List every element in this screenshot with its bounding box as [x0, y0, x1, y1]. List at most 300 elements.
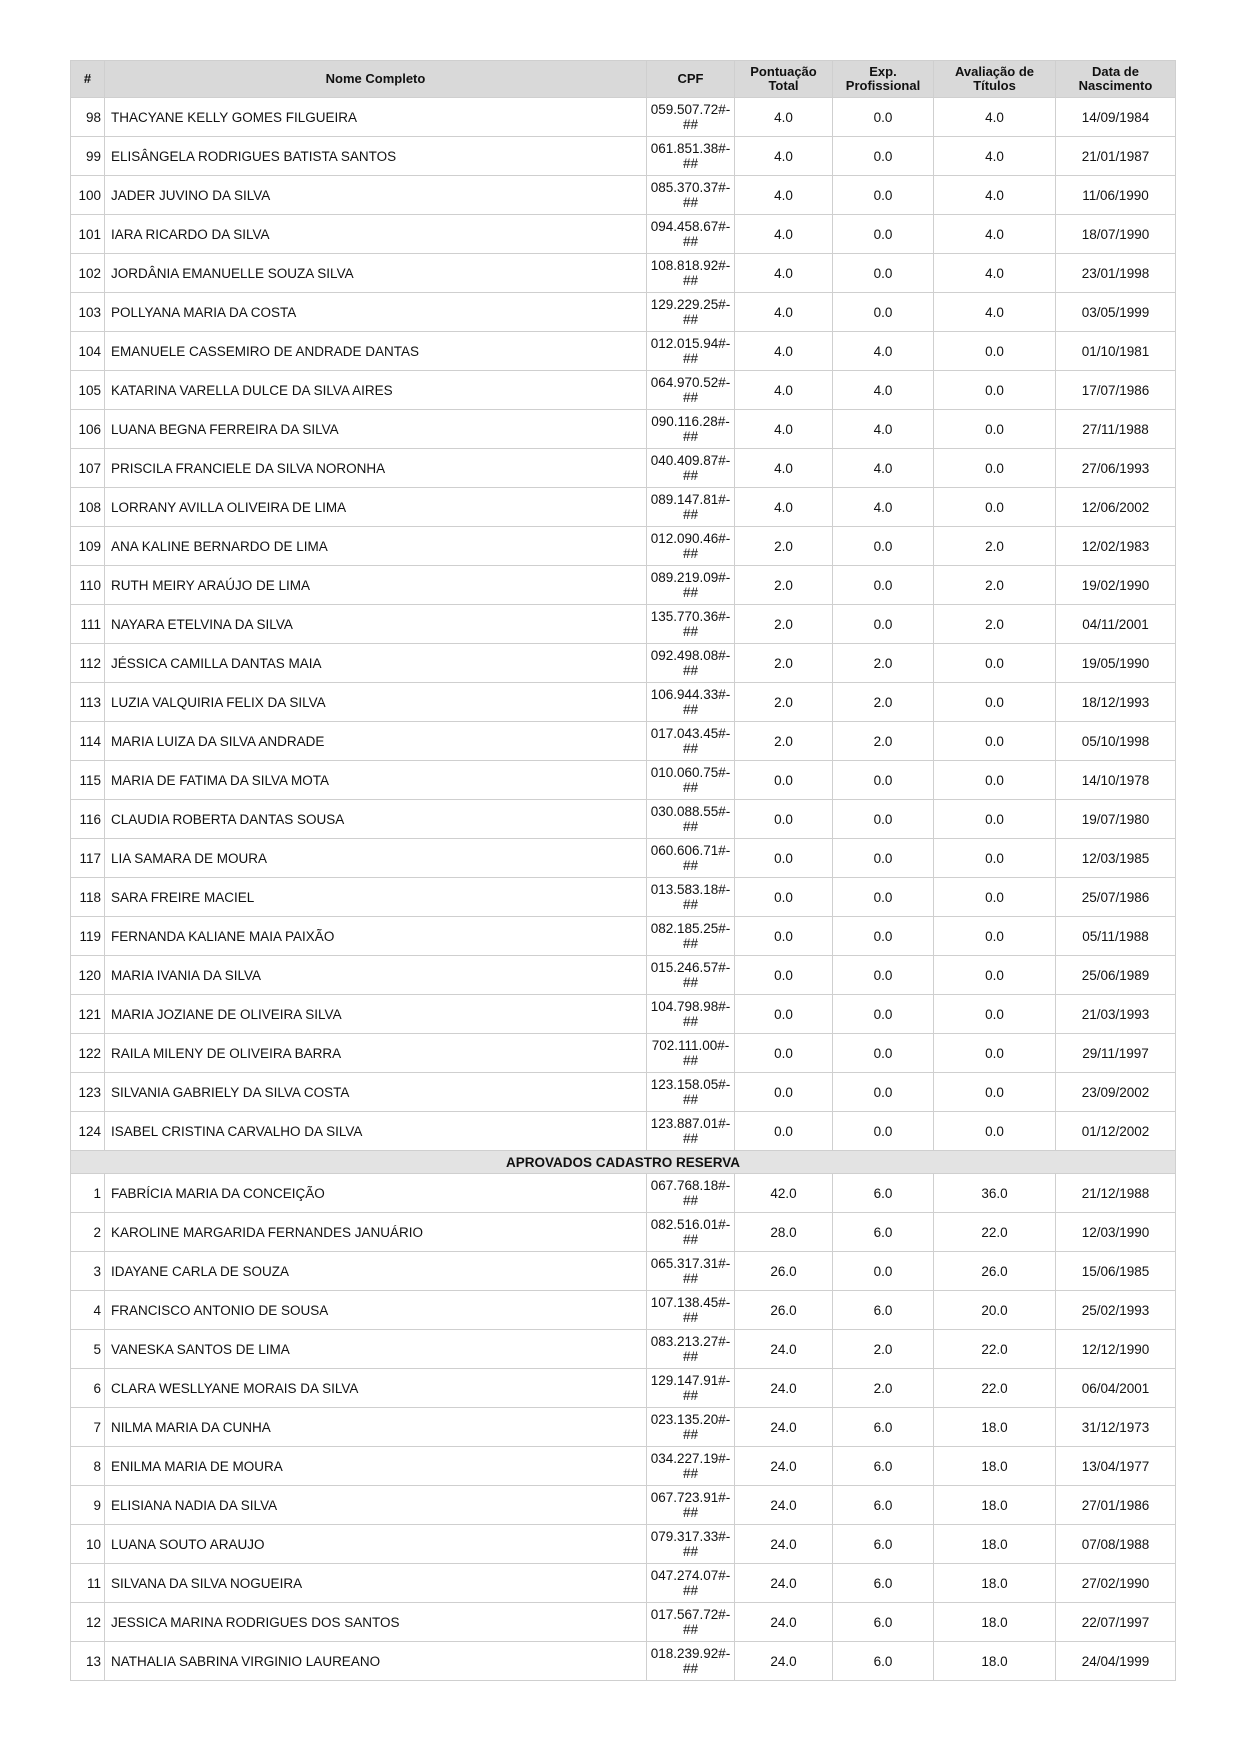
col-header-name: Nome Completo: [105, 61, 647, 98]
total-score: 4.0: [735, 176, 833, 215]
col-header-birth-date: Data de Nascimento: [1056, 61, 1176, 98]
cpf-value: 082.516.01#-: [650, 1217, 731, 1232]
birth-date: 21/03/1993: [1056, 995, 1176, 1034]
total-score: 24.0: [735, 1642, 833, 1681]
row-number: 110: [71, 566, 105, 605]
total-score: 4.0: [735, 449, 833, 488]
row-number: 111: [71, 605, 105, 644]
total-score: 4.0: [735, 410, 833, 449]
header-row: [71, 61, 1176, 98]
total-score: 4.0: [735, 254, 833, 293]
table-row: [71, 1073, 1176, 1112]
candidate-name: CLARA WESLLYANE MORAIS DA SILVA: [105, 1369, 647, 1408]
row-number: 5: [71, 1330, 105, 1369]
cpf-mask: ##: [682, 897, 699, 912]
cpf-value: 034.227.19#-: [650, 1451, 731, 1466]
row-number: 2: [71, 1213, 105, 1252]
cpf-value: 123.158.05#-: [650, 1077, 731, 1092]
cpf-cell: [647, 1112, 735, 1151]
cpf-mask: ##: [682, 1310, 699, 1325]
total-score: 4.0: [735, 215, 833, 254]
candidate-name: ELISÂNGELA RODRIGUES BATISTA SANTOS: [105, 137, 647, 176]
table-row: [71, 995, 1176, 1034]
row-number: 109: [71, 527, 105, 566]
candidate-name: CLAUDIA ROBERTA DANTAS SOUSA: [105, 800, 647, 839]
birth-date: 27/02/1990: [1056, 1564, 1176, 1603]
cpf-cell: [647, 995, 735, 1034]
candidate-name: IARA RICARDO DA SILVA: [105, 215, 647, 254]
cpf-mask: ##: [682, 1661, 699, 1676]
experience-score: 2.0: [833, 1369, 934, 1408]
total-score: 4.0: [735, 98, 833, 137]
cpf-cell: [647, 215, 735, 254]
candidate-name: JÉSSICA CAMILLA DANTAS MAIA: [105, 644, 647, 683]
experience-score: 0.0: [833, 176, 934, 215]
table-row: [71, 1447, 1176, 1486]
cpf-mask: ##: [682, 624, 699, 639]
table-row: [71, 761, 1176, 800]
total-score: 0.0: [735, 1073, 833, 1112]
experience-score: 4.0: [833, 449, 934, 488]
cpf-value: 702.111.00#-: [651, 1038, 730, 1053]
cpf-cell: [647, 98, 735, 137]
total-score: 2.0: [735, 644, 833, 683]
cpf-cell: [647, 176, 735, 215]
cpf-value: 104.798.98#-: [650, 999, 731, 1014]
titles-score: 0.0: [934, 917, 1056, 956]
cpf-cell: [647, 1252, 735, 1291]
birth-date: 03/05/1999: [1056, 293, 1176, 332]
birth-date: 04/11/2001: [1056, 605, 1176, 644]
cpf-mask: ##: [682, 780, 699, 795]
row-number: 114: [71, 722, 105, 761]
cpf-cell: [647, 137, 735, 176]
cpf-cell: [647, 254, 735, 293]
cpf-mask: ##: [682, 585, 699, 600]
cpf-cell: [647, 878, 735, 917]
experience-score: 2.0: [833, 722, 934, 761]
titles-score: 0.0: [934, 410, 1056, 449]
cpf-value: 040.409.87#-: [650, 453, 731, 468]
total-score: 24.0: [735, 1564, 833, 1603]
cpf-cell: [647, 1073, 735, 1112]
cpf-cell: [647, 1291, 735, 1330]
candidate-name: NATHALIA SABRINA VIRGINIO LAUREANO: [105, 1642, 647, 1681]
titles-score: 2.0: [934, 566, 1056, 605]
total-score: 4.0: [735, 488, 833, 527]
cpf-cell: [647, 722, 735, 761]
titles-score: 20.0: [934, 1291, 1056, 1330]
titles-score: 0.0: [934, 449, 1056, 488]
cpf-cell: [647, 293, 735, 332]
row-number: 117: [71, 839, 105, 878]
birth-date: 11/06/1990: [1056, 176, 1176, 215]
cpf-cell: [647, 839, 735, 878]
candidate-name: IDAYANE CARLA DE SOUZA: [105, 1252, 647, 1291]
table-row: [71, 605, 1176, 644]
row-number: 113: [71, 683, 105, 722]
col-header-titles: Avaliação de Títulos: [934, 61, 1056, 98]
titles-score: 4.0: [934, 176, 1056, 215]
cpf-mask: ##: [682, 390, 699, 405]
total-score: 26.0: [735, 1291, 833, 1330]
cpf-value: 064.970.52#-: [650, 375, 731, 390]
titles-score: 22.0: [934, 1213, 1056, 1252]
cpf-cell: [647, 1330, 735, 1369]
experience-score: 6.0: [833, 1564, 934, 1603]
cpf-mask: ##: [682, 273, 699, 288]
experience-score: 6.0: [833, 1603, 934, 1642]
birth-date: 12/03/1990: [1056, 1213, 1176, 1252]
row-number: 11: [71, 1564, 105, 1603]
table-row: [71, 644, 1176, 683]
total-score: 4.0: [735, 293, 833, 332]
cpf-value: 089.219.09#-: [650, 570, 731, 585]
table-row: [71, 1330, 1176, 1369]
cpf-value: 094.458.67#-: [650, 219, 731, 234]
cpf-cell: [647, 488, 735, 527]
row-number: 107: [71, 449, 105, 488]
results-table: [70, 60, 1176, 1681]
row-number: 101: [71, 215, 105, 254]
row-number: 115: [71, 761, 105, 800]
birth-date: 19/05/1990: [1056, 644, 1176, 683]
candidate-name: RAILA MILENY DE OLIVEIRA BARRA: [105, 1034, 647, 1073]
cpf-cell: [647, 1174, 735, 1213]
experience-score: 4.0: [833, 371, 934, 410]
table-row: [71, 1642, 1176, 1681]
total-score: 24.0: [735, 1408, 833, 1447]
cpf-mask: ##: [682, 1014, 699, 1029]
titles-score: 0.0: [934, 1034, 1056, 1073]
row-number: 108: [71, 488, 105, 527]
cpf-value: 065.317.31#-: [650, 1256, 731, 1271]
birth-date: 14/10/1978: [1056, 761, 1176, 800]
cpf-mask: ##: [682, 936, 699, 951]
row-number: 124: [71, 1112, 105, 1151]
total-score: 0.0: [735, 761, 833, 800]
experience-score: 0.0: [833, 254, 934, 293]
titles-score: 0.0: [934, 1112, 1056, 1151]
candidate-name: FRANCISCO ANTONIO DE SOUSA: [105, 1291, 647, 1330]
candidate-name: LUANA SOUTO ARAUJO: [105, 1525, 647, 1564]
table-row: [71, 1174, 1176, 1213]
titles-score: 0.0: [934, 956, 1056, 995]
titles-score: 2.0: [934, 605, 1056, 644]
cpf-cell: [647, 1564, 735, 1603]
total-score: 24.0: [735, 1525, 833, 1564]
total-score: 24.0: [735, 1447, 833, 1486]
experience-score: 0.0: [833, 917, 934, 956]
cpf-value: 123.887.01#-: [650, 1116, 731, 1131]
experience-score: 0.0: [833, 215, 934, 254]
cpf-value: 106.944.33#-: [650, 687, 731, 702]
birth-date: 13/04/1977: [1056, 1447, 1176, 1486]
cpf-mask: ##: [682, 1544, 699, 1559]
row-number: 121: [71, 995, 105, 1034]
cpf-cell: [647, 605, 735, 644]
titles-score: 4.0: [934, 293, 1056, 332]
cpf-mask: ##: [682, 858, 699, 873]
experience-score: 2.0: [833, 644, 934, 683]
candidate-name: ELISIANA NADIA DA SILVA: [105, 1486, 647, 1525]
table-row: [71, 1525, 1176, 1564]
birth-date: 23/09/2002: [1056, 1073, 1176, 1112]
cpf-value: 047.274.07#-: [650, 1568, 731, 1583]
cpf-mask: ##: [682, 117, 699, 132]
experience-score: 0.0: [833, 1073, 934, 1112]
row-number: 123: [71, 1073, 105, 1112]
table-row: [71, 332, 1176, 371]
experience-score: 2.0: [833, 1330, 934, 1369]
cpf-mask: ##: [682, 1388, 699, 1403]
birth-date: 27/11/1988: [1056, 410, 1176, 449]
table-row: [71, 1408, 1176, 1447]
titles-score: 18.0: [934, 1642, 1056, 1681]
candidate-name: FERNANDA KALIANE MAIA PAIXÃO: [105, 917, 647, 956]
titles-score: 0.0: [934, 1073, 1056, 1112]
cpf-mask: ##: [682, 429, 699, 444]
experience-score: 0.0: [833, 761, 934, 800]
candidate-name: NAYARA ETELVINA DA SILVA: [105, 605, 647, 644]
total-score: 0.0: [735, 917, 833, 956]
cpf-mask: ##: [682, 1131, 699, 1146]
cpf-value: 023.135.20#-: [650, 1412, 731, 1427]
cpf-mask: ##: [682, 1427, 699, 1442]
table-row: [71, 1213, 1176, 1252]
row-number: 106: [71, 410, 105, 449]
birth-date: 27/06/1993: [1056, 449, 1176, 488]
cpf-mask: ##: [682, 195, 699, 210]
experience-score: 0.0: [833, 1112, 934, 1151]
titles-score: 4.0: [934, 98, 1056, 137]
cpf-value: 079.317.33#-: [650, 1529, 731, 1544]
table-row: [71, 956, 1176, 995]
section-header-row: [71, 1151, 1176, 1174]
titles-score: 0.0: [934, 332, 1056, 371]
candidate-name: THACYANE KELLY GOMES FILGUEIRA: [105, 98, 647, 137]
total-score: 0.0: [735, 995, 833, 1034]
cpf-cell: [647, 917, 735, 956]
total-score: 28.0: [735, 1213, 833, 1252]
cpf-value: 090.116.28#-: [651, 414, 730, 429]
candidate-name: KATARINA VARELLA DULCE DA SILVA AIRES: [105, 371, 647, 410]
titles-score: 0.0: [934, 683, 1056, 722]
birth-date: 01/12/2002: [1056, 1112, 1176, 1151]
total-score: 4.0: [735, 332, 833, 371]
row-number: 7: [71, 1408, 105, 1447]
birth-date: 12/12/1990: [1056, 1330, 1176, 1369]
cpf-value: 082.185.25#-: [650, 921, 731, 936]
total-score: 0.0: [735, 800, 833, 839]
experience-score: 0.0: [833, 527, 934, 566]
table-row: [71, 293, 1176, 332]
row-number: 116: [71, 800, 105, 839]
total-score: 0.0: [735, 839, 833, 878]
cpf-value: 013.583.18#-: [650, 882, 731, 897]
experience-score: 6.0: [833, 1291, 934, 1330]
table-row: [71, 137, 1176, 176]
cpf-cell: [647, 1603, 735, 1642]
table-row: [71, 1291, 1176, 1330]
table-row: [71, 527, 1176, 566]
candidate-name: ENILMA MARIA DE MOURA: [105, 1447, 647, 1486]
total-score: 0.0: [735, 1112, 833, 1151]
experience-score: 0.0: [833, 566, 934, 605]
cpf-value: 030.088.55#-: [650, 804, 731, 819]
cpf-value: 089.147.81#-: [650, 492, 731, 507]
cpf-mask: ##: [682, 351, 699, 366]
experience-score: 2.0: [833, 683, 934, 722]
experience-score: 0.0: [833, 1034, 934, 1073]
titles-score: 4.0: [934, 215, 1056, 254]
row-number: 9: [71, 1486, 105, 1525]
birth-date: 19/07/1980: [1056, 800, 1176, 839]
cpf-mask: ##: [682, 702, 699, 717]
titles-score: 0.0: [934, 371, 1056, 410]
total-score: 24.0: [735, 1486, 833, 1525]
table-row: [71, 371, 1176, 410]
table-row: [71, 215, 1176, 254]
table-row: [71, 449, 1176, 488]
birth-date: 18/12/1993: [1056, 683, 1176, 722]
candidate-name: LUZIA VALQUIRIA FELIX DA SILVA: [105, 683, 647, 722]
candidate-name: SILVANIA GABRIELY DA SILVA COSTA: [105, 1073, 647, 1112]
birth-date: 19/02/1990: [1056, 566, 1176, 605]
cpf-value: 135.770.36#-: [650, 609, 731, 624]
cpf-mask: ##: [682, 507, 699, 522]
cpf-mask: ##: [682, 819, 699, 834]
candidate-name: LUANA BEGNA FERREIRA DA SILVA: [105, 410, 647, 449]
cpf-mask: ##: [682, 1232, 699, 1247]
cpf-mask: ##: [682, 1583, 699, 1598]
birth-date: 24/04/1999: [1056, 1642, 1176, 1681]
experience-score: 0.0: [833, 137, 934, 176]
experience-score: 0.0: [833, 605, 934, 644]
experience-score: 0.0: [833, 878, 934, 917]
cpf-cell: [647, 1642, 735, 1681]
cpf-cell: [647, 410, 735, 449]
birth-date: 05/11/1988: [1056, 917, 1176, 956]
titles-score: 0.0: [934, 878, 1056, 917]
cpf-cell: [647, 1213, 735, 1252]
row-number: 112: [71, 644, 105, 683]
table-body: [71, 98, 1176, 1681]
candidate-name: ANA KALINE BERNARDO DE LIMA: [105, 527, 647, 566]
table-row: [71, 488, 1176, 527]
cpf-value: 083.213.27#-: [650, 1334, 731, 1349]
experience-score: 6.0: [833, 1447, 934, 1486]
cpf-mask: ##: [682, 663, 699, 678]
cpf-mask: ##: [682, 1622, 699, 1637]
table-row: [71, 1252, 1176, 1291]
row-number: 120: [71, 956, 105, 995]
total-score: 4.0: [735, 137, 833, 176]
titles-score: 18.0: [934, 1603, 1056, 1642]
candidate-name: LIA SAMARA DE MOURA: [105, 839, 647, 878]
titles-score: 0.0: [934, 839, 1056, 878]
cpf-cell: [647, 449, 735, 488]
candidate-name: PRISCILA FRANCIELE DA SILVA NORONHA: [105, 449, 647, 488]
candidate-name: JESSICA MARINA RODRIGUES DOS SANTOS: [105, 1603, 647, 1642]
row-number: 118: [71, 878, 105, 917]
cpf-cell: [647, 1034, 735, 1073]
cpf-value: 017.043.45#-: [650, 726, 731, 741]
row-number: 119: [71, 917, 105, 956]
experience-score: 6.0: [833, 1213, 934, 1252]
table-row: [71, 98, 1176, 137]
birth-date: 12/03/1985: [1056, 839, 1176, 878]
titles-score: 4.0: [934, 254, 1056, 293]
birth-date: 14/09/1984: [1056, 98, 1176, 137]
cpf-cell: [647, 332, 735, 371]
total-score: 24.0: [735, 1603, 833, 1642]
candidate-name: VANESKA SANTOS DE LIMA: [105, 1330, 647, 1369]
col-header-experience: Exp. Profissional: [833, 61, 934, 98]
cpf-mask: ##: [682, 1092, 699, 1107]
birth-date: 06/04/2001: [1056, 1369, 1176, 1408]
total-score: 0.0: [735, 956, 833, 995]
table-row: [71, 1369, 1176, 1408]
titles-score: 22.0: [934, 1330, 1056, 1369]
birth-date: 15/06/1985: [1056, 1252, 1176, 1291]
cpf-value: 108.818.92#-: [650, 258, 731, 273]
titles-score: 0.0: [934, 761, 1056, 800]
table-row: [71, 254, 1176, 293]
table-row: [71, 683, 1176, 722]
total-score: 24.0: [735, 1369, 833, 1408]
experience-score: 0.0: [833, 956, 934, 995]
table-row: [71, 1034, 1176, 1073]
cpf-value: 092.498.08#-: [650, 648, 731, 663]
total-score: 2.0: [735, 605, 833, 644]
candidate-name: EMANUELE CASSEMIRO DE ANDRADE DANTAS: [105, 332, 647, 371]
row-number: 102: [71, 254, 105, 293]
col-header-cpf: CPF: [647, 61, 735, 98]
cpf-cell: [647, 644, 735, 683]
cpf-cell: [647, 1408, 735, 1447]
cpf-value: 060.606.71#-: [650, 843, 731, 858]
cpf-value: 017.567.72#-: [650, 1607, 731, 1622]
titles-score: 18.0: [934, 1486, 1056, 1525]
titles-score: 26.0: [934, 1252, 1056, 1291]
row-number: 6: [71, 1369, 105, 1408]
experience-score: 0.0: [833, 293, 934, 332]
cpf-mask: ##: [682, 1505, 699, 1520]
cpf-mask: ##: [682, 546, 699, 561]
total-score: 4.0: [735, 371, 833, 410]
birth-date: 17/07/1986: [1056, 371, 1176, 410]
titles-score: 0.0: [934, 800, 1056, 839]
table-row: [71, 917, 1176, 956]
experience-score: 0.0: [833, 1252, 934, 1291]
cpf-cell: [647, 1369, 735, 1408]
experience-score: 6.0: [833, 1174, 934, 1213]
candidate-name: JADER JUVINO DA SILVA: [105, 176, 647, 215]
cpf-value: 015.246.57#-: [650, 960, 731, 975]
cpf-mask: ##: [682, 1271, 699, 1286]
table-row: [71, 1603, 1176, 1642]
birth-date: 07/08/1988: [1056, 1525, 1176, 1564]
total-score: 26.0: [735, 1252, 833, 1291]
experience-score: 6.0: [833, 1525, 934, 1564]
birth-date: 23/01/1998: [1056, 254, 1176, 293]
cpf-value: 010.060.75#-: [650, 765, 731, 780]
titles-score: 0.0: [934, 488, 1056, 527]
candidate-name: SILVANA DA SILVA NOGUEIRA: [105, 1564, 647, 1603]
total-score: 2.0: [735, 683, 833, 722]
total-score: 0.0: [735, 878, 833, 917]
